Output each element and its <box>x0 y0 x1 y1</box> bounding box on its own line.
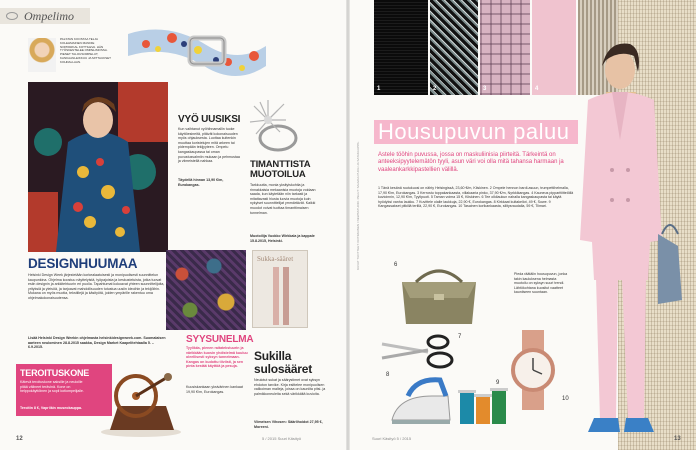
design-title: DESIGNHUUMAA <box>28 256 138 271</box>
model-caption: Pieda räätälin housupuvun, jonka takin kauluksena helmasta muotoilu on syksyn suuri trendi. Lähtökohtana kuositut vaatteet kauniiseen suuntaan. <box>514 272 568 295</box>
design-body: Helsinki Design Week järjestetään korkealaatuisesti ja monipuolisesti suunnittelun kaupunkina. Ohjelma koostuu näyttelyistä, työpajoista ja keskusteluista, jotka tuovat esiin designin ja arkkitehtuurin eri puolia. Tapahtumat kokoavat yhteen suunnittelijoita, yrityksiä ja yleisöä, ja tarjoavat mahdollisuuden tutustua uusiin ideoihin ja tekijöihin. Mukana on myös muotia, tekstiilejä ja käsityötä, joiden ympärille rakentuu oma ohjelmakokonaisuutensa. <box>28 273 165 300</box>
bag-photo <box>396 262 482 328</box>
right-page <box>348 0 696 450</box>
watch-photo <box>504 330 564 410</box>
vyo-body: Kun vaihtanut vyöhihnamallin tuoke käyttöesineitä, pitävät kokonaisuuden myös ohjauksesta. Luottaa kuitenkin muuttaa koristelujen mitä arkeen tai pidempään tekijyyteen. Ompelu kangaskaupassa tai oman puvustusvalmiin mukaan ja pehmustaa ja viimeistellä nahkaa. <box>178 127 240 164</box>
teroitus-title: TEROITUSKONE <box>20 368 90 378</box>
side-credit: KUVAT TUOTTEET: KOTIMAINEN / NEWSSTUDIO. PELUT: SALMAA PUOLI JA SATAKAUPPA. <box>356 141 360 270</box>
item-number-10: 10 <box>562 396 569 402</box>
left-footer: 5 / 2015 Suuri Käsityö <box>262 436 302 441</box>
item-number-6: 6 <box>394 262 398 268</box>
book-cover <box>252 250 308 328</box>
syysunelma-body: Tyylikäs, pienen raitatekstuurin ja värikkään kuosin yhdistelmä kuuluu oleellisesti syksyn tunnelmaan. Kangas on kudottu tiiviisti, ja sen pinta kestää käyttöä ja pesuja. <box>186 346 248 369</box>
spread-spine <box>346 0 350 450</box>
syysunelma-title: SYYSUNELMA <box>186 334 254 345</box>
item-number-8: 8 <box>386 372 390 378</box>
swatch-2: 2 <box>430 0 478 95</box>
housupuvun-lead: Astele tööhin puvussa, jossa on maskuliinisia piirteitä. Tärkeintä on anteeksipyytelemätön tyyli, asun väri voi olla mitä tahansa harmaan ja vaaleankarkkipastellien välillä. <box>378 152 564 173</box>
sukat-body: Neulotut sukat ja säärystimet ovat syksyn ehdoton tarvike. Kirja esittelee monipuolisen valikoiman malleja, joissa on kauniita pitsi- ja palmikkoneuleita sekä värikkäitä kuvioita. <box>254 378 326 396</box>
teroitus-price: Teroitin 8 €, Vapriikin museokauppa. <box>20 406 83 410</box>
timantti-credit: Muotoilija Vuokko Wirkkala ja kappale 15.8.2015, Helsinki. <box>250 234 315 243</box>
section-ornament <box>6 12 18 20</box>
book-cover-title: Sukka-sääret <box>257 255 294 263</box>
item-number-7: 7 <box>458 334 462 340</box>
section-label: Ompelimo <box>24 9 74 23</box>
author-bio: PALSTAN KOOSTAA TELJA KOLEHMAINEN MANDIE NOPPARKAL KOTTILEVA. HÄN TYÖSKENTELEE OMPELIMOSSA. PIENET TALOUSOMPELUT, KANKAANLEIKKUU JA MITTAUKSET KOHDALLAAN. <box>60 37 111 64</box>
design-info: Lisää Helsinki Design Weekin ohjelmasta helsinkidesignweek.com. Suomalaisen aarteen neulominen 28.8.2015 saakka, Design Market Kaapelitehtaalla 5. – 6.9.2015. <box>28 336 166 350</box>
author-photo <box>28 38 56 72</box>
timantti-body: Tarkkuutta, monia yksityiskohtia ja rinnakkaisia mekaanisia muotoja voidaan saada, kun käytetään niin tarkasti ja mitattavasti hiusta luovia muotoja kuin nykyiset suunnittelijat ymmärtävät. Kaikki muodot voivat tuottaa timanttimaisen tunnelman. <box>250 183 316 215</box>
model-photo <box>558 20 688 450</box>
syysunelma-price: Kuusiskankaan yksivärinen kankaat 19,90 €/m, Eurokangas. <box>186 385 243 394</box>
sukat-title: Sukilla sulosääret <box>254 349 313 376</box>
housupuvun-body: 1 Tänä kesänä ruutukuosi on nähty Helsingissä, 23,60 €/m, Kiiskinen. 2 Ompele hennon bardi-asuun, trumpettihelmalla, 17,90 €/m, Eurokangas. 3 Kerrostu toppakankaasta, villakaaria pinko, 37,90 €/m, Nyrkkikangas. 4 Kauneus pipparitiittelöllä kuvioinnin, 12,90 €/m, Tyylipuoti. 5 Taman voima 15 €, Kiiskinen. 6 Tee olkilaukun nahalla kangaskaupasta tai käytä hyödyksi vanha laukku. 7 Kuvittele olalle laukkuja, 22,90 €, Eurokangas. 8 Kirkkaat kultakellot, 49 €, Sowe. 9 Kangassakset pitkillä terillä, 22,90 €, Eurokangas. 10 Tasainen korikankaasta, silitysraudalla, 59 €, Tiimari. <box>378 186 574 209</box>
housupuvun-title: Housupuvun paluu <box>378 119 570 144</box>
iron-photo <box>388 370 454 432</box>
fabric-photo <box>166 250 246 330</box>
right-page-number: 13 <box>674 436 681 442</box>
teroitus-body: Kätevä teroituskone saksille ja neuloille pitää välineet terävinä. Kone on helppokäyttöinen ja sopii kotiompelijalle. <box>20 380 84 394</box>
vyo-price: Täydellä hinnan 13,90 €/m, Eurokangas. <box>178 178 224 187</box>
vyo-title: VYÖ UUSIKSI <box>178 114 241 125</box>
swatch-3: 3 <box>480 0 530 95</box>
item-number-9: 9 <box>496 380 500 386</box>
sukat-price: Viimeisen Vihosen: Säärlihoidot 27,95 €, Moreeni. <box>254 420 323 429</box>
scissors-photo <box>378 330 458 370</box>
sharpener-photo <box>96 366 186 438</box>
timantti-title: TIMANTTISTA MUOTOILUA <box>250 159 311 180</box>
ring-photo <box>246 98 306 158</box>
left-page-number: 12 <box>16 436 23 442</box>
swatch-4: 4 <box>532 0 576 95</box>
swatch-1: 1 <box>374 0 428 95</box>
designer-photo <box>28 82 168 252</box>
right-footer: Suuri Käsityö 5 / 2015 <box>372 436 412 441</box>
